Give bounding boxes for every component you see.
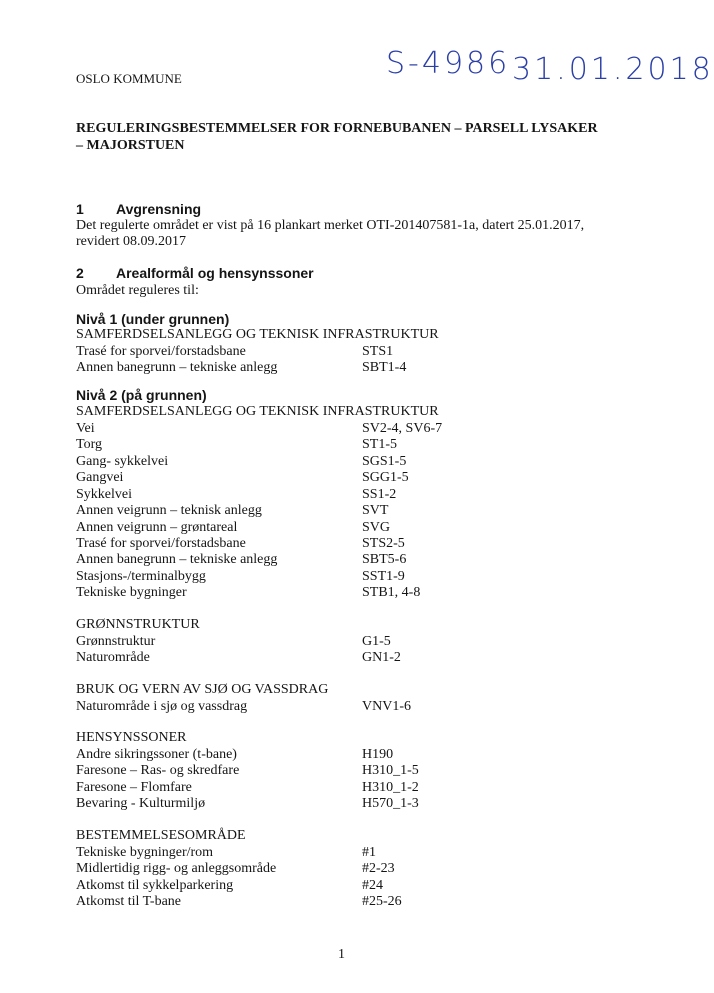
zones-group-heading: HENSYNSSONER bbox=[76, 730, 187, 745]
table-row bbox=[76, 699, 636, 715]
section-2-number: 2 bbox=[76, 265, 84, 281]
row-code: H190 bbox=[362, 747, 394, 762]
row-code: #1 bbox=[362, 845, 376, 860]
row-code: G1-5 bbox=[362, 634, 391, 649]
row-code: #2-23 bbox=[362, 861, 395, 876]
row-code: SV2-4, SV6-7 bbox=[362, 421, 443, 436]
table-row bbox=[76, 344, 636, 360]
row-code: STS2-5 bbox=[362, 536, 405, 551]
row-label: Tekniske bygninger bbox=[76, 585, 187, 600]
table-row bbox=[76, 569, 636, 585]
row-label: Torg bbox=[76, 437, 102, 452]
section-2-intro: Området reguleres til: bbox=[76, 283, 199, 298]
row-label: Trasé for sporvei/forstadsbane bbox=[76, 536, 246, 551]
handwritten-date: 31.01.2018 bbox=[512, 52, 714, 87]
row-code: SGS1-5 bbox=[362, 454, 407, 469]
table-row bbox=[76, 861, 636, 877]
table-row bbox=[76, 585, 636, 601]
row-label: Faresone – Ras- og skredfare bbox=[76, 763, 240, 778]
table-row bbox=[76, 780, 636, 796]
row-label: Annen veigrunn – teknisk anlegg bbox=[76, 503, 262, 518]
row-label: Vei bbox=[76, 421, 95, 436]
row-label: Annen veigrunn – grøntareal bbox=[76, 520, 238, 535]
row-label: Naturområde bbox=[76, 650, 150, 665]
row-code: STS1 bbox=[362, 344, 394, 359]
row-code: #24 bbox=[362, 878, 383, 893]
section-1-text-line1: Det regulerte området er vist på 16 plankart merket OTI-201407581-1a, datert 25.01.2017, bbox=[76, 218, 585, 233]
table-row bbox=[76, 437, 636, 453]
table-row bbox=[76, 470, 636, 486]
row-label: Bevaring - Kulturmiljø bbox=[76, 796, 206, 811]
row-label: Gang- sykkelvei bbox=[76, 454, 169, 469]
table-row bbox=[76, 796, 636, 812]
table-row bbox=[76, 650, 636, 666]
water-group-heading: BRUK OG VERN AV SJØ OG VASSDRAG bbox=[76, 682, 329, 697]
table-row bbox=[76, 454, 636, 470]
section-1-text-line2: revidert 08.09.2017 bbox=[76, 234, 187, 249]
page-number: 1 bbox=[338, 947, 345, 962]
row-label: Tekniske bygninger/rom bbox=[76, 845, 214, 860]
row-code: STB1, 4-8 bbox=[362, 585, 421, 600]
level-2-group-heading: SAMFERDSELSANLEGG OG TEKNISK INFRASTRUKTUR bbox=[76, 404, 439, 419]
row-code: H310_1-2 bbox=[362, 780, 419, 795]
table-row bbox=[76, 421, 636, 437]
table-row bbox=[76, 747, 636, 763]
table-row bbox=[76, 536, 636, 552]
provisions-group-heading: BESTEMMELSESOMRÅDE bbox=[76, 828, 246, 843]
organization-name: OSLO KOMMUNE bbox=[76, 71, 182, 86]
row-code: SS1-2 bbox=[362, 487, 397, 502]
table-row bbox=[76, 520, 636, 536]
row-label: Trasé for sporvei/forstadsbane bbox=[76, 344, 246, 359]
row-label: Stasjons-/terminalbygg bbox=[76, 569, 206, 584]
table-row bbox=[76, 894, 636, 910]
row-code: SVG bbox=[362, 520, 391, 535]
row-code: SBT1-4 bbox=[362, 360, 407, 375]
section-2-heading: Arealformål og hensynssoner bbox=[116, 265, 314, 281]
row-label: Faresone – Flomfare bbox=[76, 780, 192, 795]
level-2-heading: Nivå 2 (på grunnen) bbox=[76, 387, 207, 403]
table-row bbox=[76, 878, 636, 894]
row-label: Annen banegrunn – tekniske anlegg bbox=[76, 552, 278, 567]
row-code: ST1-5 bbox=[362, 437, 397, 452]
section-1-number: 1 bbox=[76, 201, 84, 217]
table-row bbox=[76, 487, 636, 503]
green-group-heading: GRØNNSTRUKTUR bbox=[76, 617, 200, 632]
row-label: Gangvei bbox=[76, 470, 124, 485]
row-label: Grønnstruktur bbox=[76, 634, 156, 649]
table-row bbox=[76, 360, 636, 376]
row-label: Annen banegrunn – tekniske anlegg bbox=[76, 360, 278, 375]
row-label: Atkomst til T-bane bbox=[76, 894, 181, 909]
row-label: Sykkelvei bbox=[76, 487, 132, 502]
row-code: SGG1-5 bbox=[362, 470, 409, 485]
table-row bbox=[76, 552, 636, 568]
level-1-heading: Nivå 1 (under grunnen) bbox=[76, 311, 230, 327]
row-label: Naturområde i sjø og vassdrag bbox=[76, 699, 248, 714]
table-row bbox=[76, 634, 636, 650]
table-row bbox=[76, 763, 636, 779]
row-code: GN1-2 bbox=[362, 650, 401, 665]
level-1-group-heading: SAMFERDSELSANLEGG OG TEKNISK INFRASTRUKTUR bbox=[76, 327, 439, 342]
table-row bbox=[76, 503, 636, 519]
row-code: #25-26 bbox=[362, 894, 402, 909]
document-title-line1: REGULERINGSBESTEMMELSER FOR FORNEBUBANEN – PARSELL LYSAKER bbox=[76, 121, 598, 136]
row-code: SBT5-6 bbox=[362, 552, 407, 567]
row-label: Andre sikringssoner (t-bane) bbox=[76, 747, 237, 762]
handwritten-case-number: S-4986 bbox=[386, 46, 511, 81]
section-1-heading: Avgrensning bbox=[116, 201, 202, 217]
row-code: H310_1-5 bbox=[362, 763, 419, 778]
row-label: Midlertidig rigg- og anleggsområde bbox=[76, 861, 277, 876]
document-title-line2: – MAJORSTUEN bbox=[76, 138, 185, 153]
table-row bbox=[76, 845, 636, 861]
row-code: H570_1-3 bbox=[362, 796, 419, 811]
row-code: VNV1-6 bbox=[362, 699, 411, 714]
row-code: SST1-9 bbox=[362, 569, 405, 584]
row-label: Atkomst til sykkelparkering bbox=[76, 878, 234, 893]
row-code: SVT bbox=[362, 503, 389, 518]
